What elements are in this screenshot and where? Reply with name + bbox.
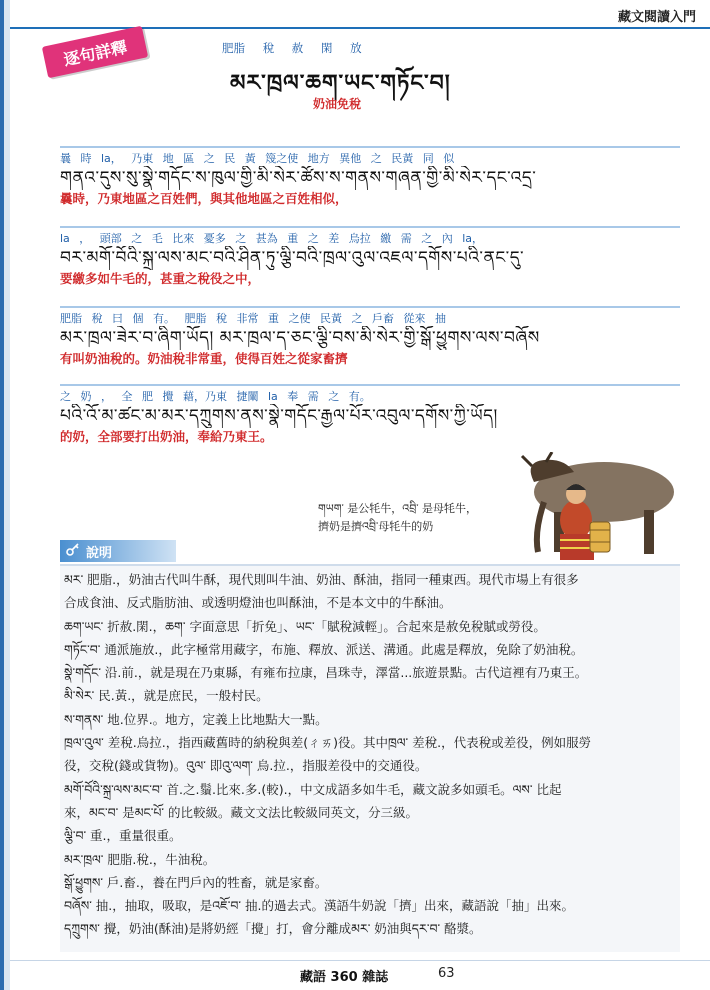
sentence-divider [60, 384, 680, 386]
sentence-gloss: la ， 頭部 之 毛 比來 憂多 之 甚為 重 之 差 烏拉 繳 需 之 內 la， [60, 232, 484, 245]
sentence-tibetan: པའི་འོ་མ་ཚང་མ་མར་དཀྲུགས་ནས་སྣེ་གདོང་རྒྱལ་པོར་འབུལ་དགོས་ཀྱི་ཡོད། [60, 406, 498, 426]
explanation-line: བཞོས་ 抽.，抽取，吸取，是འཇོ་བ་ 抽.的過去式。漢語牛奶說「擠」出來，藏語說「抽」出來。 [64, 898, 574, 914]
sentence-translation: 有叫奶油稅的。奶油稅非常重，使得百姓之從家畜擠 [60, 351, 348, 366]
key-icon [66, 542, 80, 560]
sentence-gloss: 肥脂 稅 曰 個 有。 肥脂 稅 非常 重 之使 民黃 之 戶畜 從來 抽 [60, 312, 446, 325]
sentence-block-3 [60, 306, 680, 368]
sentence-gloss: 之 奶 ， 全 肥 攪 藉，乃東 捷闡 la 奉 需 之 有。 [60, 390, 371, 403]
explanation-line: སྒོ་ཕྱུགས་ 戶.畜.，養在門戶內的牲畜，就是家畜。 [64, 874, 328, 890]
page-number: 63 [438, 966, 455, 981]
heading-tibetan: མར་ཁྲལ་ཆག་ཡང་གཏོང་བ། [230, 71, 451, 96]
sentence-divider [60, 146, 680, 148]
sentence-block-1 [60, 146, 680, 208]
footer-magazine-title: 藏語 360 雜誌 [300, 970, 389, 985]
explanation-line: མི་སེར་ 民.黃.，就是庶民，一般村民。 [64, 688, 269, 704]
journal-title: 藏文閱讀入門 [617, 10, 696, 25]
explanation-line: སྣེ་གདོང་ 沿.前.，就是現在乃東縣，有雍布拉康，昌珠寺，澤當...旅遊景點。古代這裡有乃東王。 [64, 665, 588, 681]
explanation-line: ཆག་ཡང་ 折赦.閑.，ཆག་ 字面意思「折免」、ཡང་「賦稅減輕」。合起來是赦免稅賦或勞役。 [64, 618, 546, 634]
sentence-tibetan: མར་ཁྲལ་ཟེར་བ་ཞིག་ཡོད། མར་ཁྲལ་ད་ཅང་ལྕི་བས་མི་སེར་གྱི་སྒོ་ཕྱུགས་ལས་བཞོས [60, 328, 540, 348]
caption-line-2: 擠奶是擠འབྲི་母牦牛的奶 [318, 520, 434, 533]
explanation-line: ལྕི་བ་ 重.，重量很重。 [64, 828, 182, 844]
yak-milking-illustration [504, 452, 684, 570]
explanation-line: དཀྲུགས་ 攪，奶油(酥油)是將奶經「攪」打，會分離成མར་ 奶油與དར་བ་ 酪漿。 [64, 921, 482, 937]
explanation-line: ཁྲལ་འུལ་ 差稅.烏拉.，指西藏舊時的納稅與差(ㄔㄞ)役。其中ཁྲལ་ 差稅.，代表稅或差役，例如服勞 [64, 735, 592, 751]
caption-line-1: གཡག་ 是公牦牛，འབྲི་ 是母牦牛， [318, 502, 478, 515]
explanation-line: མར་ 肥脂.，奶油古代叫牛酥，現代則叫牛油、奶油、酥油，指同一種東西。現代市場上有很多 [64, 572, 579, 587]
sentence-divider [60, 306, 680, 308]
sentence-tibetan: བར་མགོ་བོའི་སྐྲ་ལས་མང་བའི་ཤིན་ཏུ་ལྕི་བའི་ཁྲལ་འུལ་འཇལ་དགོས་པའི་ནང་དུ་ [60, 248, 525, 268]
explanation-line: མགོ་བོའི་སྐྲ་ལས་མང་བ་ 首.之.鬚.比來.多.(較).，中文成語多如牛毛，藏文說多如頭毛。ལས་ 比起 [64, 781, 562, 797]
explanation-line: གཏོང་བ་ 通派施放.，此字極常用藏字，布施、釋放、派送、溝通。此處是釋放，免除了奶油稅。 [64, 641, 584, 657]
explanation-line: ས་གནས་ 地.位界.。地方，定義上比地點大一點。 [64, 711, 328, 727]
top-rule [10, 27, 710, 29]
sentence-tibetan: གནའ་དུས་སུ་སྣེ་གདོང་ས་ཁུལ་གྱི་མི་སེར་ཚོས་ས་གནས་གཞན་གྱི་མི་སེར་དང་འདྲ་ [60, 168, 537, 188]
explanation-title: 說明 [86, 545, 113, 561]
sentence-translation: 要繳多如牛毛的，甚重之稅役之中， [60, 271, 261, 286]
sentence-gloss: 曩 時 la， 乃東 地 區 之 民 黃 篾之使 地方 異他 之 民黃 同 似 [60, 152, 455, 165]
heading-gloss: 肥脂 稅 赦 閑 放 [222, 41, 362, 55]
sentence-translation: 的奶，全部要打出奶油，奉給乃東王。 [60, 429, 273, 444]
explanation-line: 役，交稅(錢或貨物)。འུལ་ 即འུ་ལག་ 烏.拉.，指服差役中的交通役。 [64, 758, 428, 774]
explanation-line: མར་ཁྲལ་ 肥脂.稅.，牛油稅。 [64, 851, 216, 867]
sentence-translation: 曩時，乃東地區之百姓們，與其他地區之百姓相似， [60, 191, 348, 206]
explanation-panel [60, 564, 680, 952]
explanation-line: 合成食油、反式脂肪油、或透明燈油也叫酥油，不是本文中的牛酥油。 [64, 595, 452, 611]
footer-rule [10, 960, 710, 961]
sentence-block-4 [60, 384, 680, 446]
explanation-header [60, 540, 176, 562]
heading-translation: 奶油免稅 [313, 97, 362, 111]
sentence-block-2 [60, 226, 680, 288]
section-badge: 逐句詳釋 [42, 26, 148, 79]
left-accent-stripe [0, 0, 4, 990]
left-margin-band [0, 0, 10, 990]
explanation-line: 來，མང་བ་ 是མང་པོ་ 的比較級。藏文文法比較級同英文，分三級。 [64, 804, 418, 820]
sentence-divider [60, 226, 680, 228]
illustration-caption [318, 500, 528, 536]
